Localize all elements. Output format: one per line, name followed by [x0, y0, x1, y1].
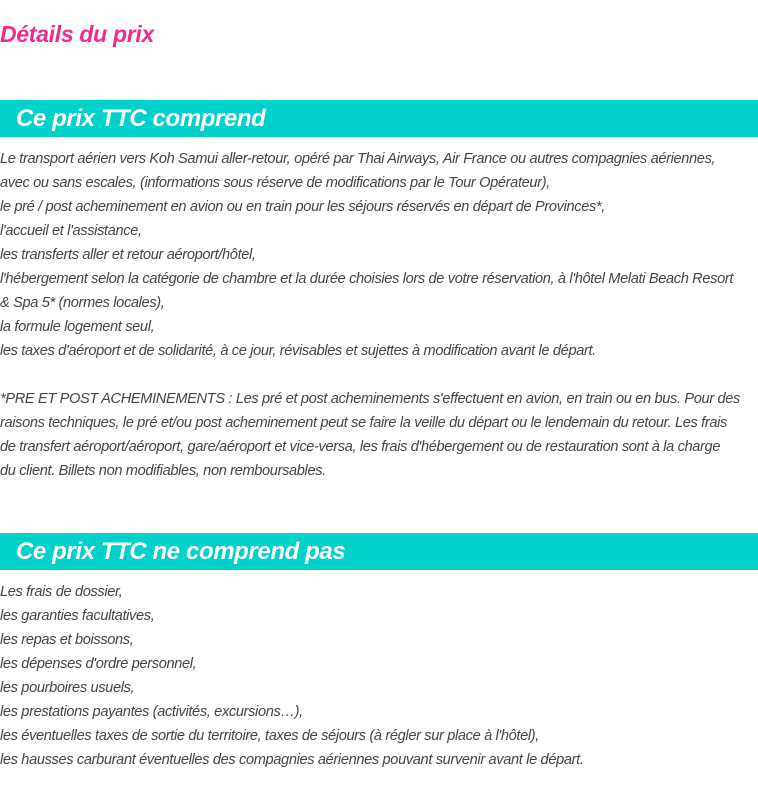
excludes-item: les pourboires usuels,: [0, 680, 135, 696]
includes-item: l'accueil et l'assistance,: [0, 223, 142, 239]
excludes-item: les dépenses d'ordre personnel,: [0, 656, 197, 672]
includes-item: la formule logement seul,: [0, 319, 155, 335]
excludes-section-header: [0, 533, 758, 570]
excludes-item: les prestations payantes (activités, excursions…),: [0, 704, 303, 720]
includes-item: les transferts aller et retour aéroport/hôtel,: [0, 247, 256, 263]
note-line: du client. Billets non modifiables, non remboursables.: [0, 463, 326, 479]
excludes-item: Les frais de dossier,: [0, 584, 123, 600]
includes-heading: Ce prix TTC comprend: [16, 105, 266, 132]
note-line: raisons techniques, le pré et/ou post acheminement peut se faire la veille du départ ou le lendemain du retour. Les frais: [0, 415, 727, 431]
page-title: Détails du prix: [0, 21, 154, 47]
includes-item: & Spa 5* (normes locales),: [0, 295, 165, 311]
note-line: *PRE ET POST ACHEMINEMENTS : Les pré et post acheminements s'effectuent en avion, en train ou en bus. Pour des: [0, 391, 741, 407]
includes-item: Le transport aérien vers Koh Samui aller-retour, opéré par Thai Airways, Air France ou autres compagnies aériennes,: [0, 151, 716, 167]
note-line: de transfert aéroport/aéroport, gare/aéroport et vice-versa, les frais d'hébergement ou de restauration sont à la charge: [0, 439, 721, 455]
excludes-item: les repas et boissons,: [0, 632, 134, 648]
transfer-note: [0, 387, 758, 483]
includes-list: [0, 147, 758, 363]
excludes-list: [0, 580, 758, 772]
includes-section-header: [0, 100, 758, 137]
includes-item: avec ou sans escales, (informations sous réserve de modifications par le Tour Opérateur),: [0, 175, 550, 191]
excludes-item: les hausses carburant éventuelles des compagnies aériennes pouvant survenir avant le départ.: [0, 752, 584, 768]
excludes-item: les garanties facultatives,: [0, 608, 155, 624]
includes-item: l'hébergement selon la catégorie de chambre et la durée choisies lors de votre réservation, à l'hôtel Melati Beach Resort: [0, 271, 734, 287]
includes-item: le pré / post acheminement en avion ou en train pour les séjours réservés en départ de Provinces*,: [0, 199, 605, 215]
excludes-item: les éventuelles taxes de sortie du territoire, taxes de séjours (à régler sur place à l'hôtel),: [0, 728, 539, 744]
excludes-heading: Ce prix TTC ne comprend pas: [16, 538, 346, 565]
includes-item: les taxes d'aéroport et de solidarité, à ce jour, révisables et sujettes à modification avant le départ.: [0, 343, 596, 359]
